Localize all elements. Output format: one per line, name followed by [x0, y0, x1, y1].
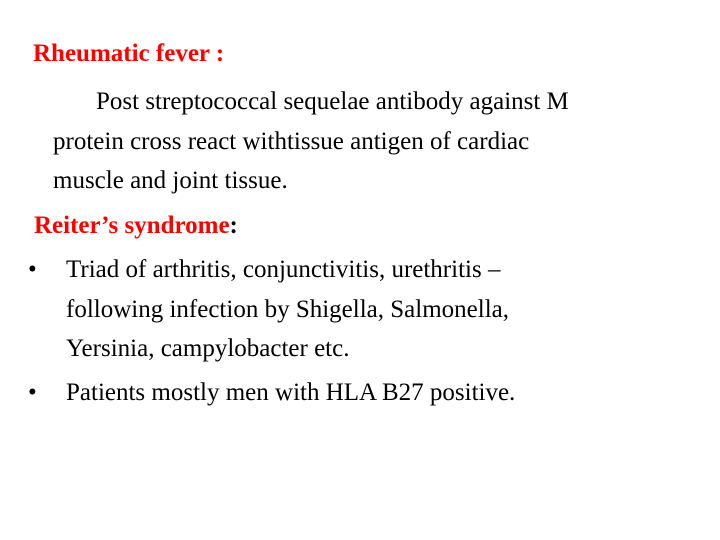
- reiter-bullet-1-line-1: Triad of arthritis, conjunctivitis, urethritis –: [66, 256, 501, 283]
- reiter-bullet-1-line-3: Yersinia, campylobacter etc.: [66, 335, 350, 362]
- rheumatic-text-line-3: muscle and joint tissue.: [53, 167, 288, 194]
- rheumatic-text-line-1: Post streptococcal sequelae antibody against M: [96, 88, 569, 115]
- reiter-heading-colon: :: [229, 212, 238, 239]
- reiter-heading-row: [34, 211, 238, 241]
- bullet-symbol: •: [28, 256, 37, 283]
- reiter-bullet-2-line-1: Patients mostly men with HLA B27 positive.: [66, 379, 516, 406]
- rheumatic-fever-heading: Rheumatic fever :: [33, 40, 225, 67]
- reiter-syndrome-heading: Reiter’s syndrome: [34, 212, 230, 239]
- reiter-bullet-1-line-2: following infection by Shigella, Salmonella,: [66, 296, 509, 323]
- rheumatic-text-line-2: protein cross react withtissue antigen of cardiac: [53, 128, 530, 155]
- bullet-symbol: •: [28, 379, 37, 406]
